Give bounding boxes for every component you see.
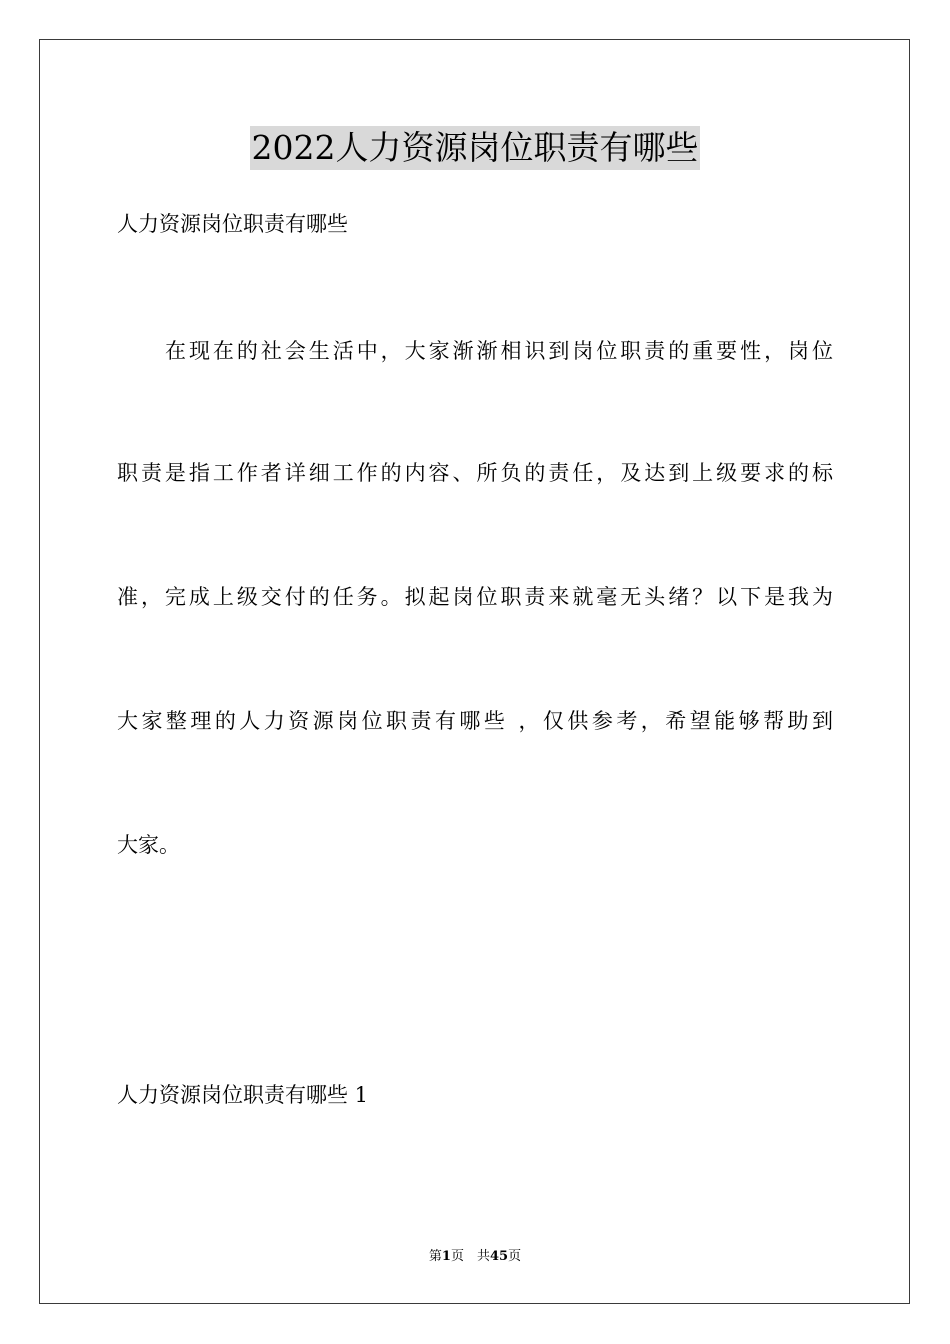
intro-line-5: 大家。 xyxy=(117,833,180,857)
intro-line-2: 职责是指工作者详细工作的内容、所负的责任，及达到上级要求的标 xyxy=(117,461,833,485)
footer-page-prefix: 第 xyxy=(428,1249,442,1264)
document-title-text: 2022人力资源岗位职责有哪些 xyxy=(250,126,701,170)
footer-page-mid: 页 共 xyxy=(450,1249,490,1264)
page-footer xyxy=(0,1248,950,1266)
section-heading: 人力资源岗位职责有哪些 1 xyxy=(117,1083,369,1107)
intro-line-1: 在现在的社会生活中，大家渐渐相识到岗位职责的重要性，岗位 xyxy=(165,339,833,363)
document-subtitle: 人力资源岗位职责有哪些 xyxy=(117,212,348,236)
intro-line-3: 准，完成上级交付的任务。拟起岗位职责来就毫无头绪？以下是我为 xyxy=(117,585,833,609)
intro-line-4: 大家整理的人力资源岗位职责有哪些 ，仅供参考，希望能够帮助到 xyxy=(117,709,833,733)
footer-page-total: 45 xyxy=(489,1249,509,1264)
document-title xyxy=(0,126,950,170)
footer-page-current: 1 xyxy=(441,1249,451,1264)
footer-page-suffix: 页 xyxy=(508,1249,522,1264)
